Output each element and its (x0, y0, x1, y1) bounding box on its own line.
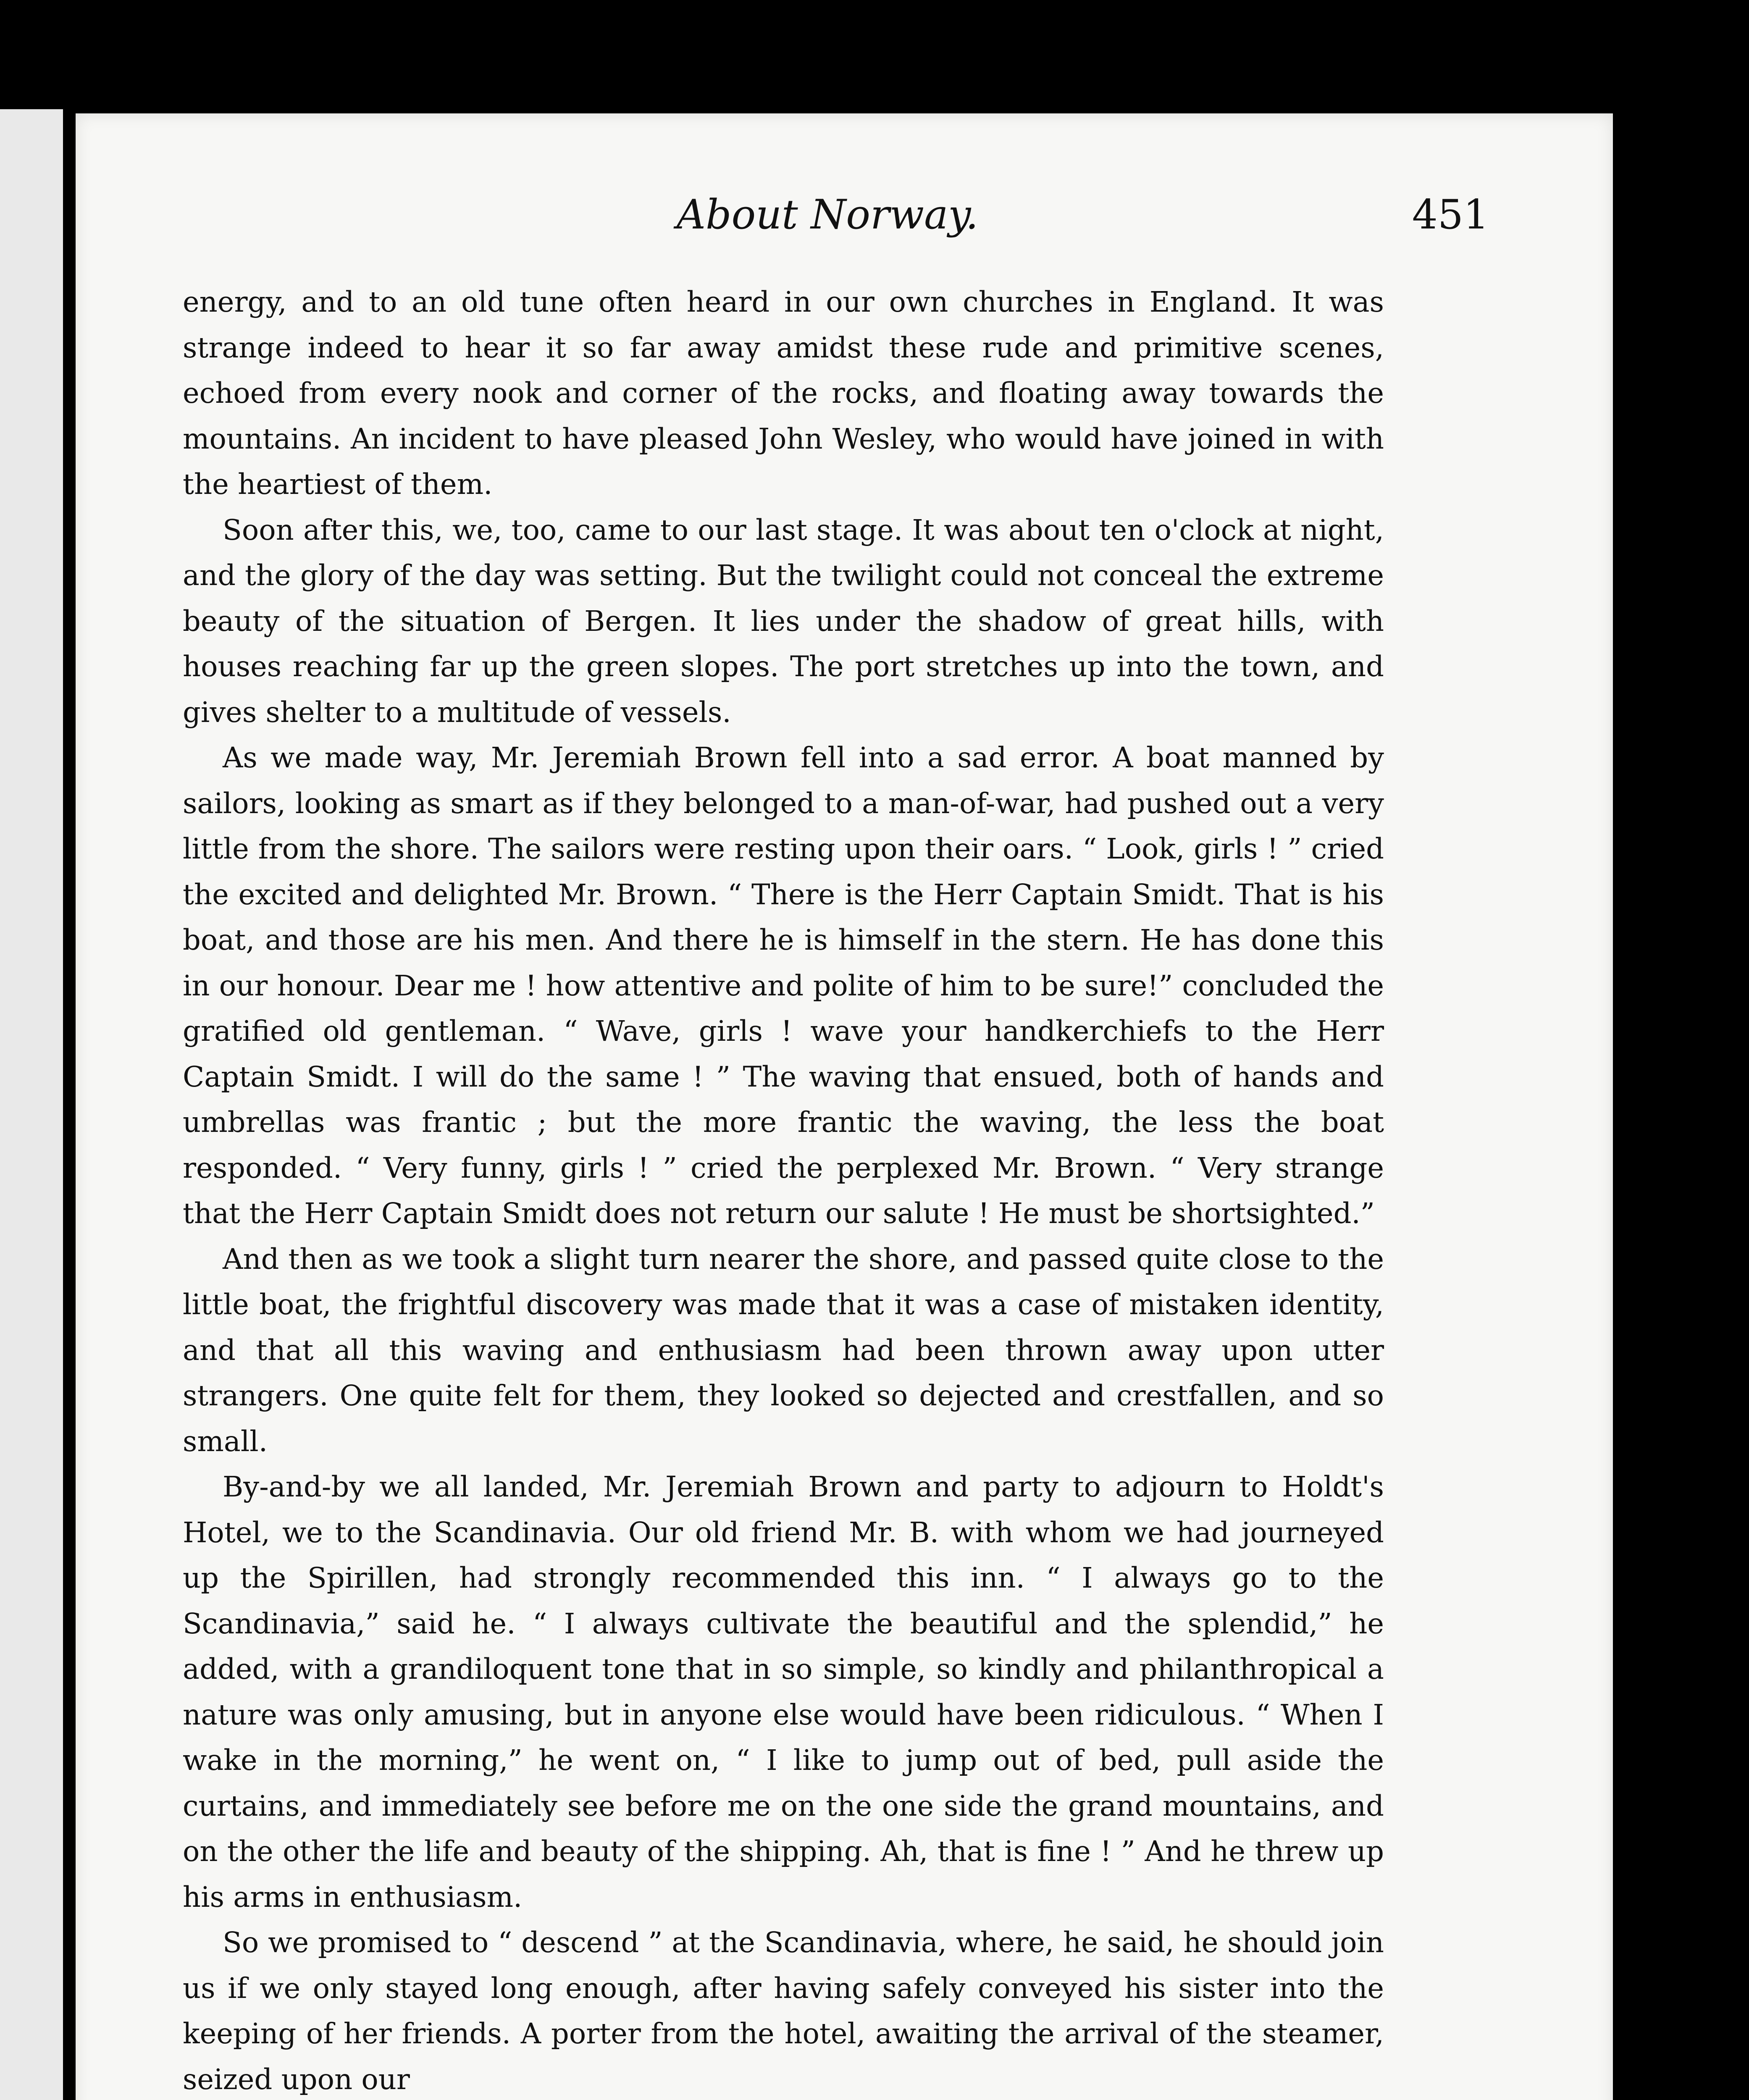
running-head: About Norway. (676, 191, 979, 238)
body-text (183, 279, 1384, 2100)
book-page (76, 113, 1613, 2100)
page-number: 451 (1412, 191, 1489, 238)
paragraph-continued: energy, and to an old tune often heard in our own churches in England. It was strange indeed to hear it so far away amidst these rude and primitive scenes, echoed from every nook and corner of the rocks, and floating away towards the mountains. An incident to have pleased John Wesley, who would have joined in with the heartiest of them. (183, 286, 1384, 501)
facing-page-edge (0, 109, 63, 2100)
paragraph: By-and-by we all landed, Mr. Jeremiah Brown and party to adjourn to Holdt's Hotel, we to the Scandinavia. Our old friend Mr. B. with whom we had journeyed up the Spirillen, had strongly recommended this inn. “ I always go to the Scandinavia,” said he. “ I always cultivate the beautiful and the splendid,” he added, with a grandiloquent tone that in so simple, so kindly and philanthropical a nature was only amusing, but in anyone else would have been ridiculous. “ When I wake in the morning,” he went on, “ I like to jump out of bed, pull aside the curtains, and immediately see before me on the one side the grand mountains, and on the other the life and beauty of the shipping. Ah, that is fine ! ” And he threw up his arms in enthusiasm. (183, 1470, 1384, 1914)
page-header (76, 191, 1613, 246)
paragraph: And then as we took a slight turn nearer the shore, and passed quite close to the little boat, the frightful discovery was made that it was a case of mistaken identity, and that all this waving and enthusiasm had been thrown away upon utter strangers. One quite felt for them, they looked so dejected and crestfallen, and so small. (183, 1242, 1384, 1458)
paragraph: As we made way, Mr. Jeremiah Brown fell into a sad error. A boat manned by sailors, looking as smart as if they belonged to a man-of-war, had pushed out a very little from the shore. The sailors were resting upon their oars. “ Look, girls ! ” cried the excited and delighted Mr. Brown. “ There is the Herr Captain Smidt. That is his boat, and those are his men. And there he is himself in the stern. He has done this in our honour. Dear me ! how attentive and polite of him to be sure!” concluded the gratified old gentleman. “ Wave, girls ! wave your handkerchiefs to the Herr Captain Smidt. I will do the same ! ” The waving that ensued, both of hands and umbrellas was frantic ; but the more frantic the waving, the less the boat responded. “ Very funny, girls ! ” cried the perplexed Mr. Brown. “ Very strange that the Herr Captain Smidt does not return our salute ! He must be shortsighted.” (183, 741, 1384, 1230)
paragraph: Soon after this, we, too, came to our last stage. It was about ten o'clock at night, and the glory of the day was setting. But the twilight could not conceal the extreme beauty of the situation of Bergen. It lies under the shadow of great hills, with houses reaching far up the green slopes. The port stretches up into the town, and gives shelter to a multitude of vessels. (183, 513, 1384, 729)
paragraph: So we promised to “ descend ” at the Scandinavia, where, he said, he should join us if we only stayed long enough, after having safely conveyed his sister into the keeping of her friends. A porter from the hotel, awaiting the arrival of the steamer, seized upon our (183, 1926, 1384, 2096)
